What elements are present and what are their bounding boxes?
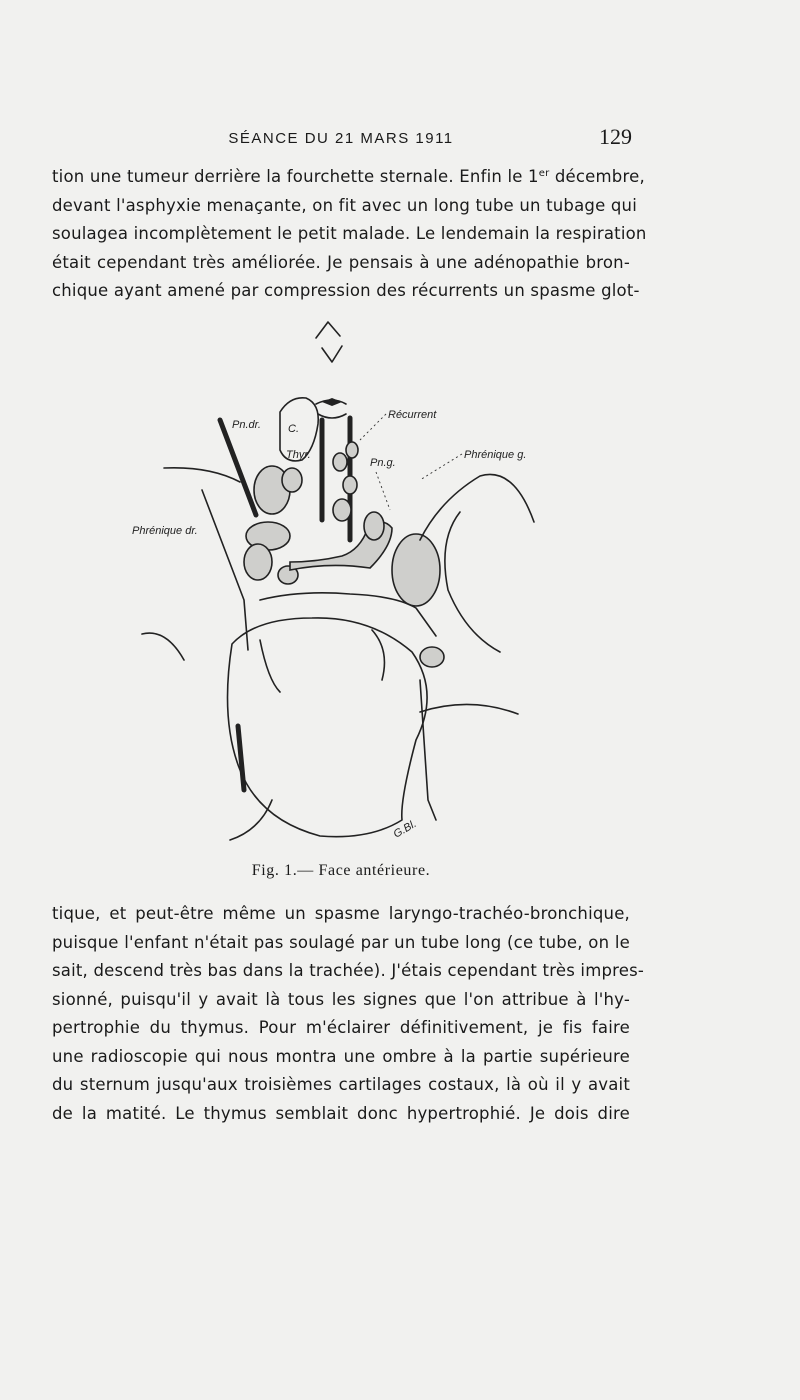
label-pn-dr: Pn.dr. — [232, 419, 261, 431]
heart-outline — [228, 618, 428, 837]
text-line: sionné, puisqu'il y avait là tous les signes que l'on attribue à l'hy- — [52, 989, 630, 1009]
leader-phrenique-g — [420, 454, 462, 480]
superscript: er — [538, 168, 550, 179]
text-line: sait, descend très bas dans la trachée). J'étais cependant très impres- — [52, 961, 645, 980]
paragraph-bottom — [52, 900, 645, 1128]
text-line: une radioscopie qui nous montra une ombre à la partie supérieure — [52, 1046, 630, 1066]
phrenic-left-inner — [445, 512, 500, 652]
label-phrenique-g: Phrénique g. — [464, 449, 527, 461]
text-line: du sternum jusqu'aux troisièmes cartilages costaux, là où il y avait — [52, 1075, 630, 1094]
text-line: de la matité. Le thymus semblait donc hypertrophié. Je dois dire — [52, 1103, 630, 1123]
running-title: SÉANCE DU 21 MARS 1911 — [228, 130, 454, 147]
text-line: devant l'asphyxie menaçante, on fit avec un long tube un tubage qui — [52, 195, 638, 215]
label-c: C. — [288, 423, 299, 435]
phrenic-right-lower — [202, 490, 248, 650]
text-line: puisque l'enfant n'était pas soulagé par un tube long (ce tube, on le — [52, 932, 630, 952]
leader-pn-g — [376, 472, 390, 510]
text-line: était cependant très améliorée. Je pensais à une adénopathie bron- — [52, 252, 630, 272]
label-pn-g: Pn.g. — [370, 457, 396, 469]
text-line-part: décembre, — [549, 167, 645, 186]
heart-right-nerve — [420, 680, 436, 820]
upper-left-line — [164, 468, 240, 482]
leader-recurrent — [360, 414, 386, 440]
anatomical-drawing — [120, 300, 560, 860]
label-thyr: Thyr. — [286, 449, 311, 461]
heart-detail — [260, 630, 384, 692]
orientation-mark-down — [322, 346, 342, 362]
label-phrenique-dr: Phrénique dr. — [132, 525, 198, 537]
heart-left-nerve — [238, 726, 244, 790]
vessel-section — [420, 647, 444, 667]
page-number: 129 — [599, 124, 632, 149]
text-line: soulagea incomplètement le petit malade. Le lendemain la respiration — [52, 224, 647, 243]
figure-caption: Fig. 1.— Face antérieure. — [251, 862, 431, 879]
epiglottis-mark — [322, 398, 342, 406]
right-line — [420, 704, 518, 714]
label-recurrent: Récurrent — [388, 409, 437, 421]
text-line: chique ayant amené par compression des récurrents un spasme glot- — [52, 281, 640, 300]
text-line-part: tion une tumeur derrière la fourchette sternale. Enfin le 1 — [52, 167, 539, 186]
left-margin-line — [142, 633, 184, 660]
signature-mark: G.Bl. — [391, 817, 419, 841]
orientation-mark-up — [316, 322, 340, 338]
text-line: tique, et peut-être même un spasme laryngo-trachéo-bronchique, — [52, 904, 630, 923]
heart-lower-line — [230, 800, 272, 840]
anatomical-figure — [120, 300, 560, 860]
paragraph-top — [52, 163, 647, 306]
phrenic-left-curve — [420, 474, 534, 540]
running-head — [52, 126, 630, 154]
phrenic-right-nerve — [220, 420, 256, 515]
text-line: pertrophie du thymus. Pour m'éclairer définitivement, je fis faire — [52, 1018, 630, 1037]
lymph-node-chain — [244, 442, 440, 606]
text-line — [52, 163, 645, 192]
